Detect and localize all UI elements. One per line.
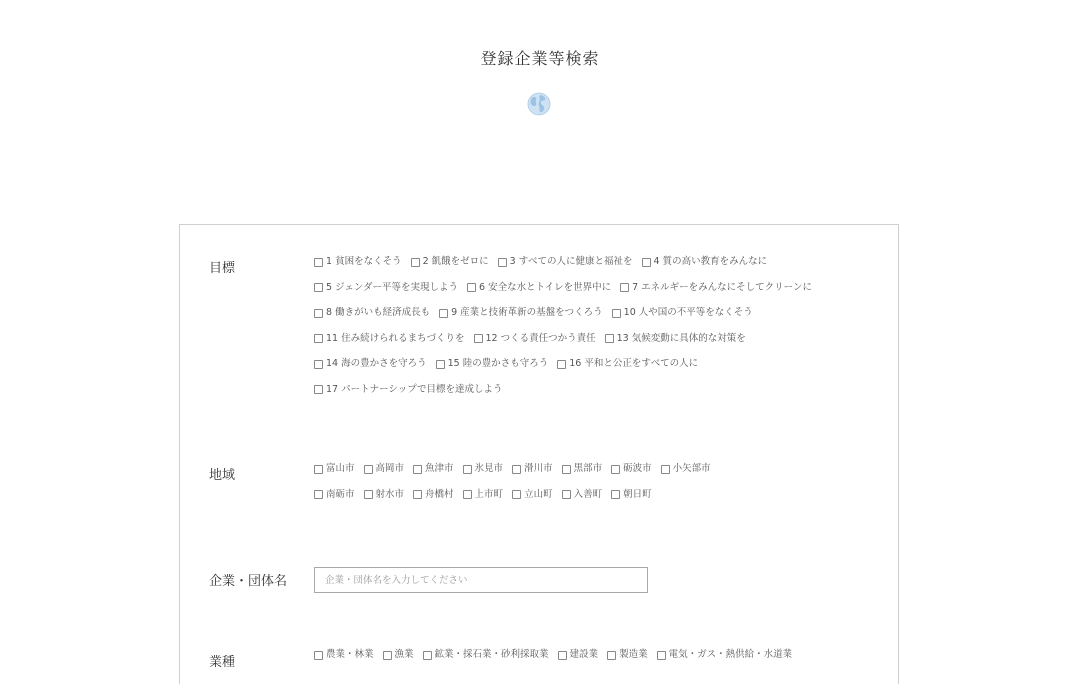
region-option-label: 射水市 <box>375 488 405 500</box>
globe-icon <box>527 92 551 116</box>
goal-option-label: 13 気候変動に具体的な対策を <box>616 332 746 344</box>
goal-checkbox-option[interactable] <box>314 281 458 295</box>
region-checkbox-option[interactable] <box>562 462 603 476</box>
industry-option-label: 建設業 <box>569 649 599 660</box>
region-checkbox-option[interactable] <box>413 488 454 502</box>
goal-option-label: 7 エネルギーをみんなにそしてクリーンに <box>632 281 812 293</box>
checkbox[interactable] <box>423 651 432 660</box>
industry-checkbox-option[interactable] <box>383 648 414 662</box>
industry-option-label: 鉱業・採石業・砂利採取業 <box>434 649 549 660</box>
region-option-label: 小矢部市 <box>672 463 711 474</box>
goal-option-label: 12 つくる責任つかう責任 <box>485 332 596 344</box>
checkbox[interactable] <box>512 465 521 474</box>
goal-option-label: 1 貧困をなくそう <box>326 256 402 267</box>
checkbox[interactable] <box>314 258 323 267</box>
goal-checkbox-option[interactable] <box>314 255 402 269</box>
company-name-input[interactable] <box>314 567 648 593</box>
region-checkbox-option[interactable] <box>512 462 553 476</box>
region-option-label: 魚津市 <box>425 463 454 474</box>
region-option-label: 黒部市 <box>573 463 603 474</box>
checkbox[interactable] <box>607 651 616 660</box>
goal-row <box>314 255 894 281</box>
goals-label: 目標 <box>209 261 236 276</box>
checkbox[interactable] <box>558 651 567 660</box>
industry-option-label: 電気・ガス・熱供給・水道業 <box>668 649 793 660</box>
industry-checkbox-option[interactable] <box>607 648 648 662</box>
region-row <box>314 488 894 514</box>
region-checkbox-option[interactable] <box>661 462 711 476</box>
checkbox[interactable] <box>436 360 445 369</box>
region-option-label: 上市町 <box>474 488 504 500</box>
checkbox[interactable] <box>474 334 483 343</box>
region-option-label: 入善町 <box>573 488 603 500</box>
region-checkbox-option[interactable] <box>314 488 355 502</box>
checkbox[interactable] <box>612 309 621 318</box>
region-option-label: 高岡市 <box>375 463 405 474</box>
goal-checkbox-option[interactable] <box>436 357 549 371</box>
industry-option-label: 漁業 <box>394 649 414 660</box>
goal-row <box>314 332 894 358</box>
checkbox[interactable] <box>620 283 629 292</box>
region-option-label: 砺波市 <box>623 463 652 474</box>
goal-option-label: 5 ジェンダー平等を実現しよう <box>326 281 458 293</box>
goal-checkbox-option[interactable] <box>620 281 812 295</box>
region-checkbox-option[interactable] <box>562 488 603 502</box>
region-checkbox-option[interactable] <box>611 488 652 502</box>
goal-option-label: 8 働きがいも経済成長も <box>326 307 431 318</box>
goal-row <box>314 357 894 383</box>
goal-option-label: 9 産業と技術革新の基盤をつくろう <box>451 307 603 318</box>
goal-option-label: 2 飢餓をゼロに <box>422 256 489 267</box>
checkbox[interactable] <box>314 465 323 474</box>
goal-option-label: 17 パートナーシップで目標を達成しよう <box>326 383 503 395</box>
industry-checkbox-option[interactable] <box>314 648 374 662</box>
region-option-label: 南砺市 <box>326 488 355 500</box>
checkbox[interactable] <box>498 258 507 267</box>
industry-checkbox-option[interactable] <box>558 648 599 662</box>
checkbox[interactable] <box>661 465 670 474</box>
checkbox[interactable] <box>364 465 373 474</box>
industry-checkbox-option[interactable] <box>423 648 549 662</box>
checkbox[interactable] <box>413 465 422 474</box>
goal-row <box>314 383 894 409</box>
goal-option-label: 10 人や国の不平等をなくそう <box>623 307 753 318</box>
checkbox[interactable] <box>605 334 614 343</box>
region-option-label: 氷見市 <box>474 463 504 474</box>
checkbox[interactable] <box>314 385 323 394</box>
goal-option-label: 4 質の高い教育をみんなに <box>653 256 768 267</box>
goal-checkbox-option[interactable] <box>474 332 596 346</box>
checkbox[interactable] <box>557 360 566 369</box>
checkbox[interactable] <box>413 490 422 499</box>
checkbox[interactable] <box>439 309 448 318</box>
goal-checkbox-option[interactable] <box>612 306 753 320</box>
checkbox[interactable] <box>463 490 472 499</box>
company-name-label: 企業・団体名 <box>209 574 288 589</box>
region-checkbox-option[interactable] <box>314 462 355 476</box>
region-option-label: 舟橋村 <box>425 488 454 500</box>
goal-option-label: 15 陸の豊かさも守ろう <box>447 358 549 369</box>
region-row <box>314 462 894 488</box>
checkbox[interactable] <box>512 490 521 499</box>
goal-option-label: 14 海の豊かさを守ろう <box>326 358 427 369</box>
checkbox[interactable] <box>562 465 571 474</box>
goal-checkbox-option[interactable] <box>314 357 427 371</box>
checkbox[interactable] <box>411 258 420 267</box>
goals-options <box>314 255 894 408</box>
goal-option-label: 6 安全な水とトイレを世界中に <box>479 281 612 293</box>
checkbox[interactable] <box>611 465 620 474</box>
industry-checkbox-option[interactable] <box>657 648 793 662</box>
goal-checkbox-option[interactable] <box>314 306 430 320</box>
region-checkbox-option[interactable] <box>611 462 652 476</box>
checkbox[interactable] <box>314 360 323 369</box>
industry-option-label: 製造業 <box>619 649 648 660</box>
goal-checkbox-option[interactable] <box>642 255 768 269</box>
checkbox[interactable] <box>314 490 323 499</box>
goal-row <box>314 306 894 332</box>
checkbox[interactable] <box>314 283 323 292</box>
goal-checkbox-option[interactable] <box>557 357 698 371</box>
search-form-panel <box>179 224 899 684</box>
checkbox[interactable] <box>562 490 571 499</box>
region-option-label: 富山市 <box>326 463 355 474</box>
region-checkbox-option[interactable] <box>364 488 405 502</box>
regions-label: 地域 <box>209 468 236 483</box>
region-option-label: 滑川市 <box>524 463 553 474</box>
region-option-label: 立山町 <box>524 488 553 500</box>
checkbox[interactable] <box>314 309 323 318</box>
goal-row <box>314 281 894 307</box>
checkbox[interactable] <box>463 465 472 474</box>
goal-option-label: 16 平和と公正をすべての人に <box>569 358 699 369</box>
checkbox[interactable] <box>467 283 476 292</box>
checkbox[interactable] <box>364 490 373 499</box>
checkbox[interactable] <box>642 258 651 267</box>
checkbox[interactable] <box>383 651 392 660</box>
region-checkbox-option[interactable] <box>463 488 504 502</box>
goal-checkbox-option[interactable] <box>605 332 746 346</box>
page-title: 登録企業等検索 <box>480 49 600 68</box>
checkbox[interactable] <box>314 651 323 660</box>
goal-checkbox-option[interactable] <box>314 383 503 397</box>
regions-options <box>314 462 894 513</box>
checkbox[interactable] <box>657 651 666 660</box>
goal-checkbox-option[interactable] <box>439 306 603 320</box>
goal-checkbox-option[interactable] <box>411 255 489 269</box>
goal-option-label: 3 すべての人に健康と福祉を <box>509 256 633 267</box>
industry-option-label: 農業・林業 <box>326 649 374 660</box>
region-option-label: 朝日町 <box>623 488 652 500</box>
industry-label: 業種 <box>209 655 236 670</box>
goal-checkbox-option[interactable] <box>498 255 633 269</box>
region-checkbox-option[interactable] <box>512 488 553 502</box>
region-checkbox-option[interactable] <box>413 462 454 476</box>
checkbox[interactable] <box>314 334 323 343</box>
region-checkbox-option[interactable] <box>463 462 504 476</box>
goal-option-label: 11 住み続けられるまちづくりを <box>326 332 465 344</box>
goal-checkbox-option[interactable] <box>467 281 611 295</box>
region-checkbox-option[interactable] <box>364 462 405 476</box>
checkbox[interactable] <box>611 490 620 499</box>
goal-checkbox-option[interactable] <box>314 332 465 346</box>
